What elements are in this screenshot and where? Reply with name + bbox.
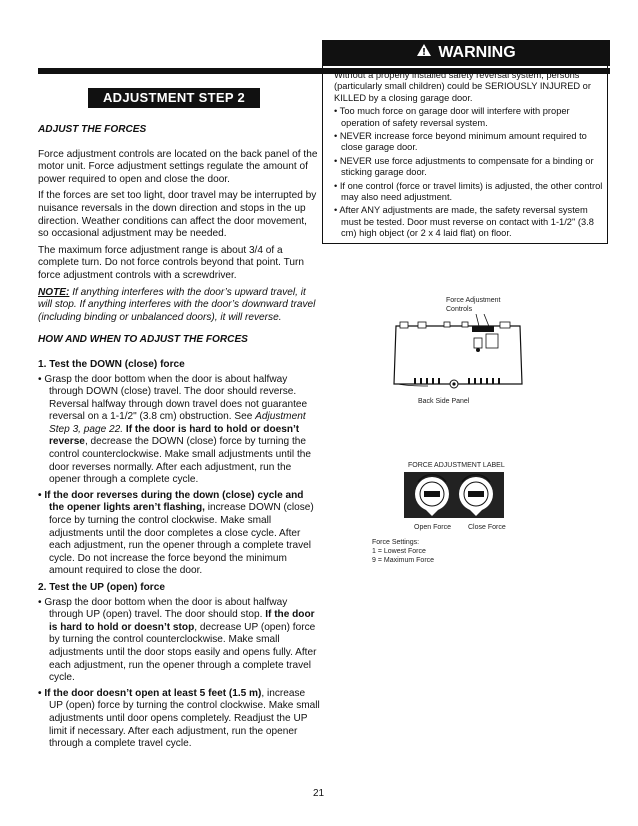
- warning-bullet: • If one control (force or travel limits) is adjusted, the other control may also need adjustment.: [334, 180, 603, 203]
- warning-header: [322, 40, 610, 66]
- warning-lead: Without a properly installed safety reversal system, persons (particularly small children) could be SERIOUSLY INJURED or KILLED by a closing garage door.: [334, 70, 591, 103]
- settings-title: Force Settings:: [372, 539, 420, 546]
- panel-caption: Back Side Panel: [418, 398, 470, 405]
- intro-paragraph-1: Force adjustment controls are located on the back panel of the motor unit. Force adjustment settings regulate the amount of power required to open and close the door.: [38, 148, 318, 185]
- settings-max: 9 = Maximum Force: [372, 557, 435, 564]
- force-label-illustration: [404, 472, 504, 518]
- note-label: NOTE:: [38, 286, 70, 298]
- close-force-label: Close Force: [468, 524, 506, 531]
- section-title: ADJUST THE FORCES: [38, 124, 147, 135]
- up-b1-pre: • Grasp the door bottom when the door is about halfway through UP (open) travel. The door should stop.: [38, 596, 288, 621]
- warning-bullet: • NEVER increase force beyond minimum amount required to close garage door.: [334, 131, 587, 153]
- warning-text: [334, 70, 604, 242]
- down-b1-pre: • Grasp the door bottom when the door is about halfway through DOWN (close) travel. The door should reverse. Reversal halfway through down travel does not guarantee reversal on a 1-1/2" (3.8 cm) obstruction. See: [38, 373, 308, 423]
- intro-paragraph-3: The maximum force adjustment range is about 3/4 of a complete turn. Do not force controls beyond that point. Turn force adjustment controls with a screwdriver.: [38, 244, 304, 281]
- callout-line-2: Controls: [446, 306, 473, 313]
- down-heading: 1. Test the DOWN (close) force: [38, 358, 185, 370]
- callout-line-1: Force Adjustment: [446, 297, 501, 304]
- open-force-label: Open Force: [414, 524, 451, 531]
- step-banner: ADJUSTMENT STEP 2: [88, 88, 260, 108]
- up-b2-bold: • If the door doesn’t open at least 5 feet (1.5 m): [38, 687, 262, 699]
- warning-title: WARNING: [438, 44, 516, 61]
- down-b2-post: increase DOWN (close) force by turning the control clockwise. Make small adjustments until the door completes a close cycle. After each adjustment, run the opener through a complete travel cycle. Do not increase the force beyond the minimum amount required to close the door.: [49, 502, 314, 577]
- intro-paragraph-2: If the forces are set too light, door travel may be interrupted by nuisance reversals in the down direction and stops in the up direction. Weather conditions can affect the door movement, so occasional adjustment may be needed.: [38, 190, 317, 240]
- force-settings: [372, 538, 434, 565]
- up-bullet-2: [38, 688, 320, 751]
- callout-label: [446, 296, 500, 314]
- up-b1-bold: If the door is hard to hold or doesn’t stop: [49, 609, 315, 633]
- up-b1-post: , decrease UP (open) force by turning the control counterclockwise. Make small adjustments until the door stops easily and opens fully. After each adjustment, run the opener through a complete travel cycle.: [49, 621, 317, 684]
- warning-bullet: • NEVER use force adjustments to compensate for a binding or sticking garage door.: [334, 155, 594, 178]
- settings-low: 1 = Lowest Force: [372, 548, 426, 555]
- note-text: If anything interferes with the door’s upward travel, it will stop. If anything interferes with the door’s downward travel (including binding or unbalanced doors), it will reverse.: [38, 286, 316, 323]
- left-column: [38, 118, 320, 754]
- warning-bullet: • After ANY adjustments are made, the safety reversal system must be tested. Door must reverse on contact with 1-1/2" (3.8 cm) high object (or 2 x 4 laid flat) on floor.: [334, 205, 594, 239]
- warning-triangle-icon: [416, 40, 432, 66]
- up-bullet-1: [38, 597, 320, 685]
- up-heading: 2. Test the UP (open) force: [38, 582, 165, 593]
- note-paragraph: [38, 287, 320, 325]
- warning-bullet: • Too much force on garage door will interfere with proper operation of safety reversal system.: [334, 106, 570, 128]
- up-b2-post: , increase UP (open) force by turning the control clockwise. Make small adjustments until door opens completely. Readjust the UP limit if necessary. After each adjustment, run the opener through a complete travel cycle.: [49, 687, 320, 750]
- down-bullet-2: [38, 490, 320, 578]
- down-b2-bold: • If the door reverses during the down (close) cycle and the opener lights aren’t flashing,: [38, 489, 304, 514]
- down-bullet-1: [38, 374, 320, 487]
- down-b1-post: , decrease the DOWN (close) force by turning the control counterclockwise. Make small adjustments until the door reverses normally. After each adjustment, run the opener through a complete cycle.: [49, 436, 311, 486]
- down-b1-bold: If the door is hard to hold or doesn’t reverse: [49, 423, 300, 448]
- page-number: 21: [313, 788, 325, 799]
- down-b1-ref: Adjustment Step 3, page 22.: [49, 411, 306, 435]
- top-rule-left: [38, 68, 320, 74]
- how-title: HOW AND WHEN TO ADJUST THE FORCES: [38, 334, 248, 346]
- back-panel-illustration: [388, 314, 528, 394]
- label-title: FORCE ADJUSTMENT LABEL: [408, 462, 505, 469]
